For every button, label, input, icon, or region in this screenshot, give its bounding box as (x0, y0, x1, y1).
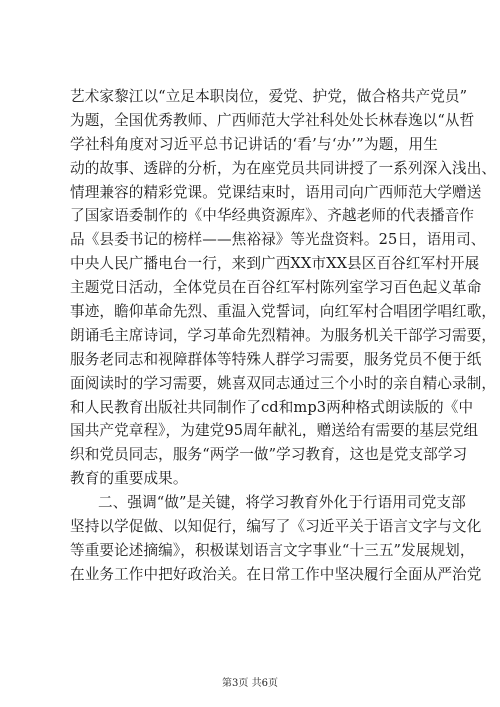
text-line: 为题，全国优秀教师、广西师范大学社科处处长林春逸以“从哲 (70, 111, 475, 129)
paragraph-first-line: 二、强调“做”是关键，将学习教育外化于行语用司党支部 (98, 494, 466, 512)
text-line: 品《县委书记的榜样——焦裕禄》等光盘资料。25日，语用司、 (70, 231, 486, 249)
text-line: 学社科角度对习近平总书记讲话的‘看’与‘办’”为题，用生 (70, 135, 438, 153)
text-line: 服务老同志和视障群体等特殊人群学习需要，服务党员不便于纸 (70, 350, 482, 368)
text-line: 艺术家黎江以“立足本职岗位，爱党、护党，做合格共产党员” (70, 88, 468, 105)
text-line: 动的故事、透辟的分析，为在座党员共同讲授了一系列深入浅出、 (70, 159, 497, 177)
text-line: 主题党日活动，全体党员在百谷红军村陈列室学习百色起义革命 (70, 279, 482, 297)
body-text (70, 85, 497, 587)
text-line: 面阅读时的学习需要，姚喜双同志通过三个小时的亲自精心录制， (70, 374, 497, 392)
text-line: 情理兼容的精彩党课。党课结束时，语用司向广西师范大学赠送 (70, 183, 482, 201)
text-line: 在业务工作中把好政治关。在日常工作中坚决履行全面从严治党 (70, 565, 482, 583)
text-line: 等重要论述摘编》，积极谋划语言文字事业“十三五”发展规划， (70, 541, 475, 559)
page-number-footer: 第3页 共6页 (222, 678, 278, 689)
text-line: 中央人民广播电台一行，来到广西XX市XX县区百谷红军村开展 (70, 255, 480, 273)
text-line: 国共产党章程》，为建党95周年献礼，赠送给有需要的基层党组 (70, 422, 479, 440)
text-line: 事迹，瞻仰革命先烈、重温入党誓词，向红军村合唱团学唱红歌， (70, 303, 497, 321)
text-line: 坚持以学促做、以知促行，编写了《习近平关于语言文字与文化 (70, 518, 482, 536)
text-line: 织和党员同志，服务“两学一做”学习教育，这也是党支部学习 (70, 446, 468, 464)
text-line: 朗诵毛主席诗词，学习革命先烈精神。为服务机关干部学习需要， (70, 326, 497, 344)
paragraph-end-line: 教育的重要成果。 (70, 470, 188, 488)
text-line: 了国家语委制作的《中华经典资源库》、齐越老师的代表播音作 (70, 207, 475, 225)
text-line: 和人民教育出版社共同制作了cd和mp3两种格式朗读版的《中 (70, 398, 474, 416)
